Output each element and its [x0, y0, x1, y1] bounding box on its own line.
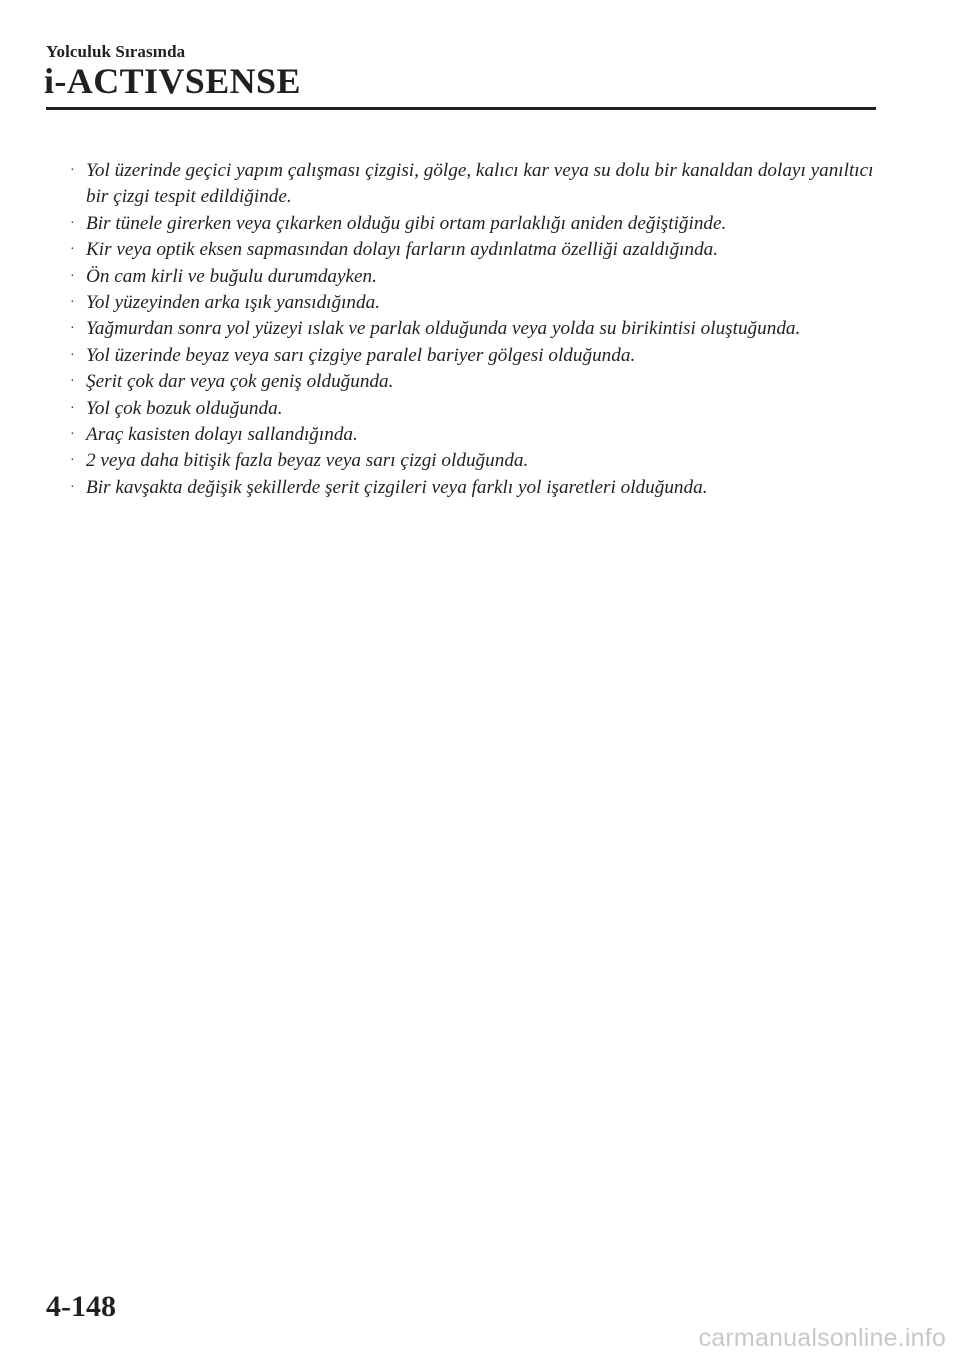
list-item-text: 2 veya daha bitişik fazla beyaz veya sarı çizgi olduğunda.	[86, 450, 529, 472]
section-label: Yolculuk Sırasında	[46, 42, 186, 61]
list-item-text: Araç kasisten dolayı sallandığında.	[86, 424, 358, 446]
title-divider	[46, 107, 876, 110]
list-item	[70, 475, 880, 501]
list-item-text: Yol çok bozuk olduğunda.	[86, 397, 283, 419]
bullet-icon: ·	[70, 163, 75, 178]
bullet-icon: ·	[70, 453, 75, 469]
list-item	[70, 422, 880, 448]
list-item	[70, 316, 880, 342]
list-item-text: Yol yüzeyinden arka ışık yansıdığında.	[86, 292, 381, 314]
list-item-text: Kir veya optik eksen sapmasından dolayı farların aydınlatma özelliği azaldığında.	[86, 239, 719, 261]
page-number: 4-148	[46, 1290, 116, 1323]
list-item-text: Yol üzerinde geçici yapım çalışması çizgisi, gölge, kalıcı kar veya su dolu bir kanaldan dolayı yanıltıcı bir çizgi tespit edildiğinde.	[86, 160, 874, 208]
chapter-title: i-ACTIVSENSE	[44, 61, 301, 101]
list-item-text: Yol üzerinde beyaz veya sarı çizgiye paralel bariyer gölgesi olduğunda.	[86, 344, 636, 366]
list-item-text: Bir kavşakta değişik şekillerde şerit çizgileri veya farklı yol işaretleri olduğunda.	[86, 476, 708, 498]
bullet-icon: ·	[70, 374, 75, 390]
bullet-icon: ·	[70, 242, 75, 258]
list-item	[70, 290, 880, 316]
condition-bullet-list	[70, 158, 880, 501]
list-item	[70, 448, 880, 474]
list-item-text: Şerit çok dar veya çok geniş olduğunda.	[86, 371, 394, 393]
bullet-icon: ·	[70, 427, 75, 443]
list-item-text: Bir tünele girerken veya çıkarken olduğu gibi ortam parlaklığı aniden değiştiğinde.	[86, 212, 727, 234]
list-item	[70, 369, 880, 395]
list-item	[70, 343, 880, 369]
bullet-icon: ·	[70, 268, 75, 284]
list-item	[70, 396, 880, 422]
bullet-icon: ·	[70, 400, 75, 416]
list-item	[70, 237, 880, 263]
list-item	[70, 264, 880, 290]
bullet-icon: ·	[70, 321, 75, 337]
list-item	[70, 211, 880, 237]
bullet-icon: ·	[70, 347, 75, 363]
bullet-icon: ·	[70, 479, 75, 495]
watermark: carmanualsonline.info	[698, 1324, 946, 1352]
bullet-icon: ·	[70, 215, 75, 231]
list-item-text: Yağmurdan sonra yol yüzeyi ıslak ve parlak olduğunda veya yolda su birikintisi oluştuğunda.	[86, 318, 801, 340]
list-item	[70, 158, 880, 211]
list-item-text: Ön cam kirli ve buğulu durumdayken.	[86, 265, 377, 287]
bullet-icon: ·	[70, 295, 75, 311]
